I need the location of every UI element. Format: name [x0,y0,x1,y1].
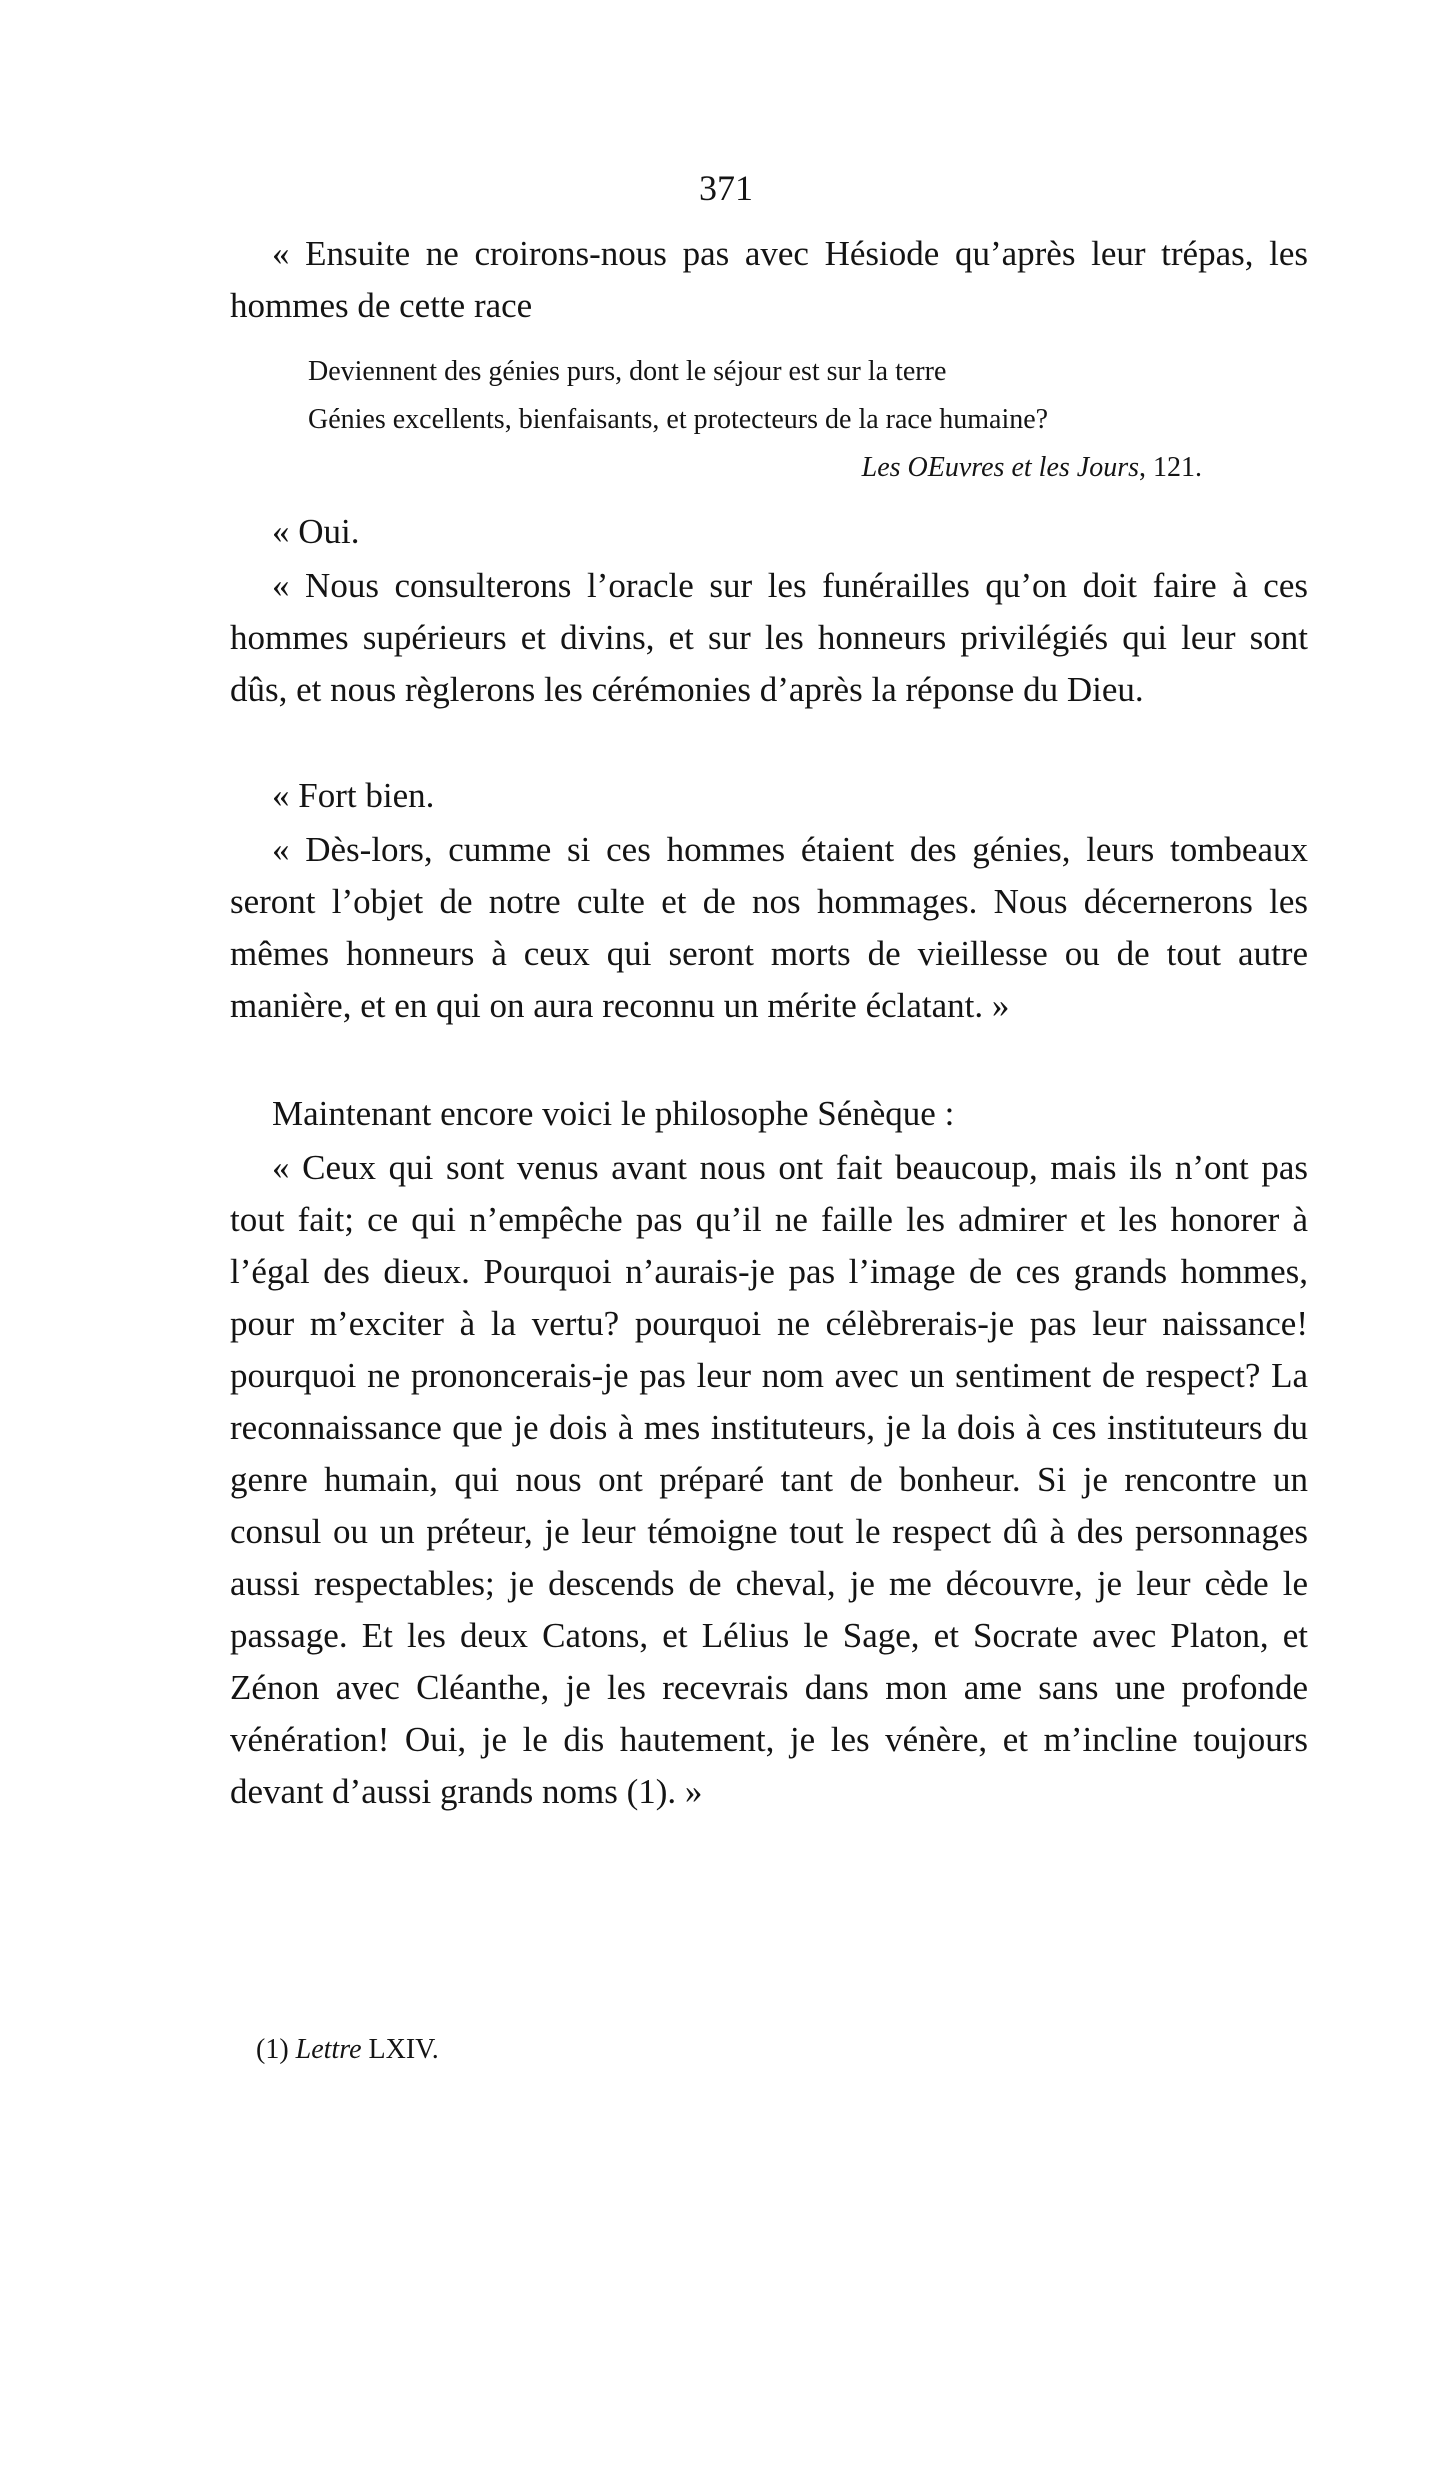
verse-citation [862,448,1202,488]
paragraph-seneque-intro: Maintenant encore voici le philosophe Sénèque : [272,1094,955,1133]
paragraph-oracle: « Nous consulterons l’oracle sur les funérailles qu’on doit faire à ces hommes supérieurs et divins, et sur les honneurs privilégiés qui leur sont dûs, et nous règlerons les cérémonies d’après la réponse du Dieu. [230,566,1308,709]
verse-line-1: Deviennent des génies purs, dont le séjour est sur la terre [308,356,947,387]
footnote-title: Lettre [295,2034,362,2065]
citation-title: Les OEuvres et les Jours [861,452,1139,483]
paragraph-fort-bien: « Fort bien. [272,776,435,815]
footnote-marker: (1) [256,2034,289,2065]
paragraph-hesiod-question: « Ensuite ne croirons-nous pas avec Hésiode qu’après leur trépas, les hommes de cette race [230,234,1308,325]
page-number: 371 [699,168,753,208]
verse-line-2: Génies excellents, bienfaisants, et protecteurs de la race humaine? [308,404,1049,435]
paragraph-oui: « Oui. [272,512,360,551]
paragraph-seneque-quote: « Ceux qui sont venus avant nous ont fait beaucoup, mais ils n’ont pas tout fait; ce qui n’empêche pas qu’il ne faille les admirer et les honorer à l’égal des dieux. Pourquoi n’aurais-je pas l’image de ces grands hommes, pour m’exciter à la vertu? pourquoi ne célèbrerais-je pas leur naissance! pourquoi ne prononcerais-je pas leur nom avec un sentiment de respect? La reconnaissance que je dois à mes instituteurs, je la dois à ces instituteurs du genre humain, qui nous ont préparé tant de bonheur. Si je rencontre un consul ou un préteur, je leur témoigne tout le respect dû à des personnages aussi respectables; je descends de cheval, je me découvre, je leur cède le passage. Et les deux Catons, et Lélius le Sage, et Socrate avec Platon, et Zénon avec Cléanthe, je les recevrais dans mon ame sans une profonde vénération! Oui, je le dis hautement, je les vénère, et m’incline toujours devant d’aussi grands noms (1). » [230,1148,1308,1811]
paragraph-des-lors: « Dès-lors, cumme si ces hommes étaient des génies, leurs tombeaux seront l’objet de notre culte et de nos hommages. Nous décernerons les mêmes honneurs à ceux qui seront morts de vieillesse ou de tout autre manière, et en qui on aura reconnu un mérite éclatant. » [230,830,1308,1025]
footnote-number: LXIV. [368,2034,439,2065]
footnote [256,2030,439,2070]
citation-reference: , 121. [1139,452,1202,483]
